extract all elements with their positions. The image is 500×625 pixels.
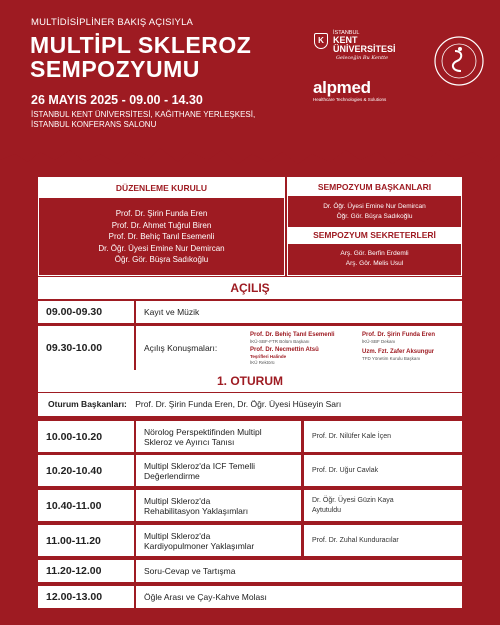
title-line-2: SEMPOZYUMU <box>30 56 200 82</box>
session-topic <box>136 525 301 556</box>
topic-line: Değerlendirme <box>144 470 200 481</box>
organizing-committee <box>38 177 285 276</box>
speaker-role: İKÜ-SBF Dekanı <box>362 338 396 344</box>
session-topic <box>136 490 301 521</box>
session1-chairs-row <box>38 393 462 416</box>
session-speaker <box>304 490 462 521</box>
chair-member: Dr. Öğr. Üyesi Emine Nur Demircan <box>323 203 426 210</box>
symposium-chairs-title: SEMPOZYUM BAŞKANLARI <box>288 178 461 196</box>
topic-line: Multipl Skleroz'da ICF Temelli <box>144 460 256 471</box>
committee-member: Prof. Dr. Ahmet Tuğrul Biren <box>111 220 212 230</box>
topic-line: Nörolog Perspektifinden Multipl <box>144 426 262 437</box>
header <box>0 0 500 160</box>
session-time: 11.20-12.00 <box>38 560 134 582</box>
topic-line: Multipl Skleroz'da <box>144 495 211 506</box>
session1-section-title: 1. OTURUM <box>38 370 462 392</box>
speaker-role: İKÜ Rektörü <box>250 360 275 365</box>
opening-time-1: 09.00-09.30 <box>38 301 134 323</box>
alpmed-logo <box>313 78 423 102</box>
opening-speeches-label: Açılış Konuşmaları: <box>144 343 218 353</box>
speaker-name: Prof. Dr. Şirin Funda Eren <box>362 332 436 338</box>
opening-speakers <box>250 332 460 368</box>
secretary-member: Arş. Gör. Melis Usul <box>345 260 404 267</box>
opening-section-title: AÇILIŞ <box>38 277 462 299</box>
topic-line: Rehabilitasyon Yaklaşımları <box>144 505 249 516</box>
speaker-line: Prof. Dr. Uğur Cavlak <box>312 466 379 474</box>
topic-line: Multipl Skleroz'da <box>144 530 211 541</box>
speaker-line: Prof. Dr. Nilüfer Kale İçen <box>312 432 391 440</box>
symposium-chairs-box <box>287 177 462 276</box>
session-speaker <box>304 455 462 486</box>
topic-line: Kardiyopulmoner Yaklaşımlar <box>144 540 255 551</box>
session-topic <box>136 455 301 486</box>
opening-time-2: 09.30-10.00 <box>38 326 134 370</box>
event-title <box>30 33 310 81</box>
session-chairs-names: Prof. Dr. Şirin Funda Eren, Dr. Öğr. Üyesi Hüseyin Sarı <box>135 399 342 409</box>
speaker-name: Uzm. Fzt. Zafer Aksungur <box>362 349 435 355</box>
symposium-chairs-list <box>288 202 461 222</box>
speaker-block <box>250 347 362 367</box>
kent-university-logo <box>314 28 420 68</box>
committee-member: Prof. Dr. Şirin Funda Eren <box>115 209 208 218</box>
symposium-secretaries-list <box>288 249 461 269</box>
committee-member: Prof. Dr. Behiç Tanıl Esemenli <box>108 232 215 241</box>
speaker-name: Prof. Dr. Necmettin Atsü <box>250 347 319 353</box>
alpmed-tagline: Healthcare Technologies & Solutions <box>313 97 387 102</box>
session-time: 10.20-10.40 <box>38 455 134 486</box>
venue-line-2: İSTANBUL KONFERANS SALONU <box>31 120 157 129</box>
event-subtitle: MULTİDİSİPLİNER BAKIŞ AÇISIYLA <box>31 17 194 28</box>
committee-member: Öğr. Gör. Büşra Sadıkoğlu <box>114 255 209 264</box>
topic-line: Skleroz ve Ayırıcı Tanısı <box>144 436 235 447</box>
kent-line-1: İSTANBUL <box>333 30 360 36</box>
organizing-committee-title: DÜZENLEME KURULU <box>39 178 284 198</box>
venue-line-1: İSTANBUL KENT ÜNİVERSİTESİ, KAĞITHANE YERLEŞKESİ, <box>31 110 256 119</box>
speaker-name: Prof. Dr. Behiç Tanıl Esemenli <box>250 332 335 338</box>
session-speaker <box>304 525 462 556</box>
session-topic: Öğle Arası ve Çay-Kahve Molası <box>136 586 462 608</box>
speaker-block <box>250 332 362 345</box>
session-topic: Soru-Cevap ve Tartışma <box>136 560 462 582</box>
speaker-line: Aytutuldu <box>312 506 342 514</box>
speaker-note: Teşrifleri Halinde <box>250 353 287 359</box>
session-topic <box>136 421 301 452</box>
session-time: 10.40-11.00 <box>38 490 134 521</box>
organizing-committee-list <box>39 208 284 266</box>
opening-desc-1: Kayıt ve Müzik <box>136 301 462 323</box>
session-chairs-label: Oturum Başkanları: <box>48 399 127 409</box>
committee-member: Dr. Öğr. Üyesi Emine Nur Demircan <box>98 243 225 253</box>
event-date: 26 MAYIS 2025 - 09.00 - 14.30 <box>31 93 203 107</box>
speaker-role: İKÜ-SBF-FTR Bölüm Başkanı <box>250 338 310 344</box>
kent-line-2: KENT <box>333 35 358 45</box>
chair-member: Öğr. Gör. Büşra Sadıkoğlu <box>336 213 413 220</box>
secretary-member: Arş. Gör. Berfin Erdemli <box>340 250 409 257</box>
speaker-role: TFD Yönetim Kurulu Başkanı <box>362 355 421 361</box>
kent-logo-text <box>333 30 396 54</box>
speaker-line: Prof. Dr. Zuhal Kunduracılar <box>312 536 399 544</box>
speaker-block <box>362 349 460 362</box>
session-time: 11.00-11.20 <box>38 525 134 556</box>
session-time: 10.00-10.20 <box>38 421 134 452</box>
session-speaker <box>304 421 462 452</box>
kent-line-3: ÜNİVERSİTESİ <box>333 44 396 54</box>
ergotherapy-seal-icon <box>433 35 485 87</box>
kent-shield-icon: K <box>314 33 328 49</box>
event-venue <box>31 110 291 130</box>
title-line-1: MULTİPL SKLEROZ <box>30 32 252 58</box>
speaker-line: Dr. Öğr. Üyesi Güzin Kaya <box>312 496 394 504</box>
alpmed-name <box>313 78 423 98</box>
alpmed-wordmark: alpmed <box>313 78 371 97</box>
symposium-secretaries-title: SEMPOZYUM SEKRETERLERİ <box>288 227 461 244</box>
speaker-block <box>362 332 460 345</box>
session-time: 12.00-13.00 <box>38 586 134 608</box>
kent-slogan: Geleceğin Bu Kentte <box>336 55 389 61</box>
torn-paper-divider <box>0 140 500 180</box>
